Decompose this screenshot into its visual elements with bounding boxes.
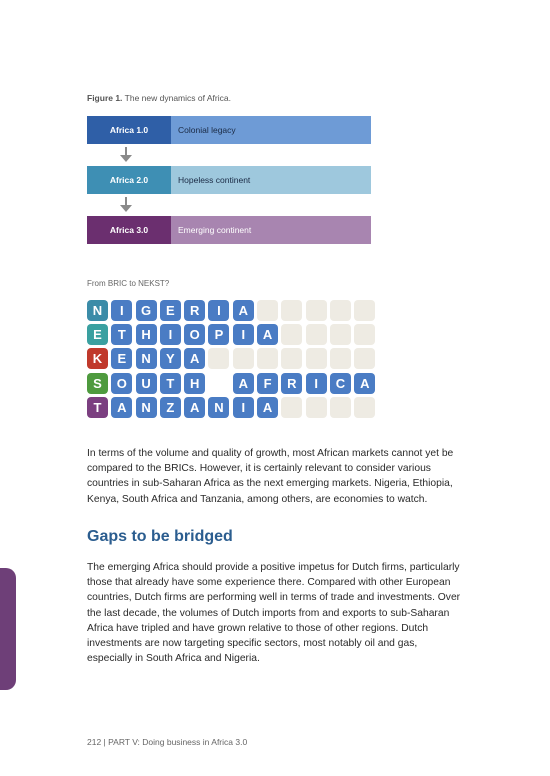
- page-footer: 212 | PART V: Doing business in Africa 3.0: [87, 737, 248, 747]
- nekst-letter-tile: E: [160, 300, 181, 321]
- figure-caption-text: The new dynamics of Africa.: [124, 93, 231, 103]
- nekst-letter-tile: I: [160, 324, 181, 345]
- nekst-letter-tile: Y: [160, 348, 181, 369]
- nekst-letter-tile: U: [136, 373, 157, 394]
- figure-band-label: Africa 1.0: [87, 116, 171, 144]
- nekst-letter-tile: A: [233, 373, 254, 394]
- nekst-row: [87, 348, 379, 369]
- nekst-letter-tile: Z: [160, 397, 181, 418]
- nekst-empty-tile: [257, 300, 278, 321]
- nekst-letter-tile: E: [111, 348, 132, 369]
- nekst-letter-tile: O: [111, 373, 132, 394]
- nekst-row: [87, 373, 379, 394]
- nekst-empty-tile: [208, 348, 229, 369]
- down-arrow-icon: [120, 197, 132, 213]
- nekst-empty-tile: [233, 348, 254, 369]
- nekst-letter-tile: F: [257, 373, 278, 394]
- figure-band-1: [87, 116, 371, 144]
- nekst-empty-tile: [354, 324, 375, 345]
- paragraph-gaps: The emerging Africa should provide a positive impetus for Dutch firms, particularly those that already have some experience there. Compared with other European countries, Dutch firms are performing well in terms of trade and investments. Over the last decade, the volumes of Dutch imports from and exports to sub-Saharan Africa have tripled and have grown relative to those of other regions. Dutch investments are now targeting specific sectors, most notably oil and gas, especially in South Africa and Nigeria.: [87, 562, 461, 665]
- nekst-empty-tile: [330, 300, 351, 321]
- nekst-letter-tile: G: [136, 300, 157, 321]
- nekst-empty-tile: [330, 348, 351, 369]
- nekst-letter-tile: A: [257, 397, 278, 418]
- figure-band-description: Emerging continent: [171, 216, 371, 244]
- nekst-empty-tile: [281, 348, 302, 369]
- nekst-empty-tile: [306, 348, 327, 369]
- nekst-letter-tile: O: [184, 324, 205, 345]
- nekst-letter-tile: H: [184, 373, 205, 394]
- nekst-letter-tile: A: [184, 348, 205, 369]
- nekst-empty-tile: [306, 397, 327, 418]
- nekst-empty-tile: [257, 348, 278, 369]
- nekst-empty-tile: [306, 300, 327, 321]
- nekst-letter-tile: A: [354, 373, 375, 394]
- nekst-empty-tile: [354, 300, 375, 321]
- figure-band-3: [87, 216, 371, 244]
- figure-caption: [87, 93, 231, 103]
- nekst-letter-grid: [87, 300, 379, 421]
- down-arrow-icon: [120, 147, 132, 163]
- nekst-letter-tile: R: [184, 300, 205, 321]
- nekst-empty-tile: [330, 397, 351, 418]
- nekst-letter-tile: N: [136, 397, 157, 418]
- nekst-letter-tile: I: [233, 324, 254, 345]
- nekst-empty-tile: [354, 397, 375, 418]
- nekst-letter-tile: R: [281, 373, 302, 394]
- nekst-letter-tile: A: [257, 324, 278, 345]
- nekst-row: [87, 397, 379, 418]
- nekst-letter-tile: A: [111, 397, 132, 418]
- nekst-letter-tile: I: [306, 373, 327, 394]
- nekst-empty-tile: [281, 324, 302, 345]
- figure-band-description: Colonial legacy: [171, 116, 371, 144]
- figure-band-label: Africa 3.0: [87, 216, 171, 244]
- nekst-initial-tile: E: [87, 324, 108, 345]
- nekst-letter-tile: T: [160, 373, 181, 394]
- nekst-letter-tile: N: [208, 397, 229, 418]
- section-heading: Gaps to be bridged: [87, 528, 233, 545]
- nekst-empty-tile: [354, 348, 375, 369]
- nekst-empty-tile: [281, 300, 302, 321]
- nekst-initial-tile: K: [87, 348, 108, 369]
- nekst-letter-tile: I: [208, 300, 229, 321]
- nekst-empty-tile: [281, 397, 302, 418]
- nekst-letter-tile: I: [111, 300, 132, 321]
- figure-band-label: Africa 2.0: [87, 166, 171, 194]
- nekst-letter-tile: I: [233, 397, 254, 418]
- nekst-blank-tile: [208, 373, 229, 394]
- nekst-initial-tile: N: [87, 300, 108, 321]
- nekst-letter-tile: N: [136, 348, 157, 369]
- nekst-letter-tile: H: [136, 324, 157, 345]
- nekst-caption: From BRIC to NEKST?: [87, 279, 170, 288]
- nekst-letter-tile: P: [208, 324, 229, 345]
- nekst-empty-tile: [330, 324, 351, 345]
- paragraph-intro: In terms of the volume and quality of growth, most African markets cannot yet be compared to the BRICs. However, it is certainly relevant to consider various countries in sub-Saharan Africa as the next emerging markets. Nigeria, Ethiopia, Kenya, South Africa and Tanzania, among others, are economies to watch.: [87, 448, 454, 505]
- nekst-empty-tile: [306, 324, 327, 345]
- figure-label: Figure 1.: [87, 93, 123, 103]
- nekst-letter-tile: A: [233, 300, 254, 321]
- nekst-initial-tile: S: [87, 373, 108, 394]
- nekst-row: [87, 300, 379, 321]
- nekst-letter-tile: C: [330, 373, 351, 394]
- figure-band-2: [87, 166, 371, 194]
- nekst-letter-tile: T: [111, 324, 132, 345]
- figure-band-description: Hopeless continent: [171, 166, 371, 194]
- chapter-side-tab: [0, 568, 16, 690]
- nekst-initial-tile: T: [87, 397, 108, 418]
- nekst-row: [87, 324, 379, 345]
- nekst-letter-tile: A: [184, 397, 205, 418]
